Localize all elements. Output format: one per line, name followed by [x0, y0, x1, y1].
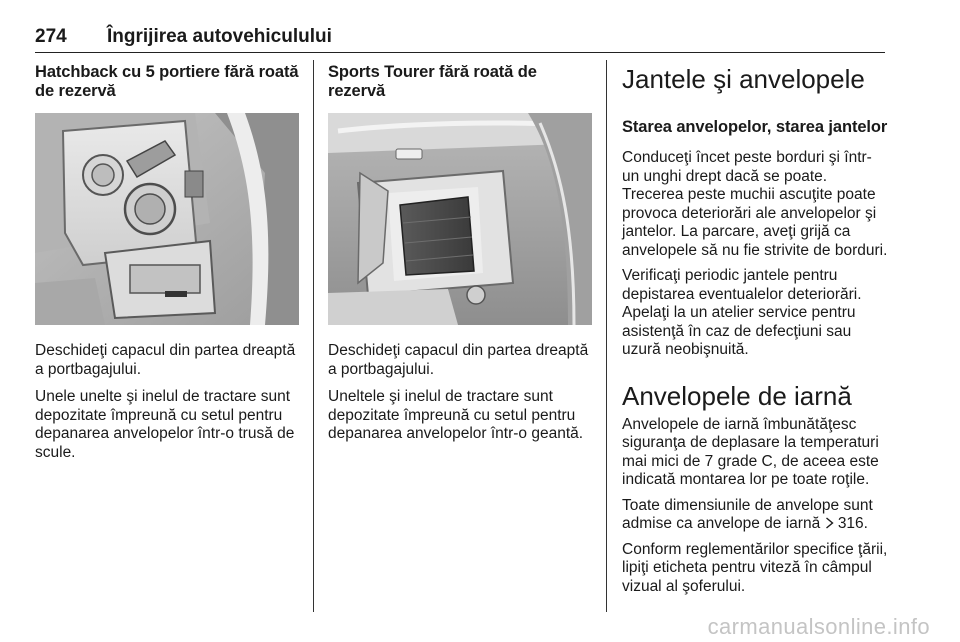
page-number: 274 — [35, 26, 67, 47]
page-reference-number[interactable]: 316. — [837, 515, 868, 532]
winter-tyres-para-2 — [622, 497, 888, 534]
column-wheels-tyres — [622, 63, 888, 596]
hatchback-description: Unele unelte şi inelul de tractare sunt depozitate împreună cu setul pentru depanarea anvelopelor într-o trusă de scule. — [35, 388, 295, 461]
winter-tyres-para-3: Conform reglementărilor specifice ţării, lipiţi eticheta pentru viteză în câmpul vizual al şoferului. — [622, 540, 888, 595]
column-divider-1 — [313, 60, 314, 612]
winter-tyres-title: Anvelopele de iarnă — [622, 380, 852, 411]
hatchback-trunk-illustration — [35, 113, 299, 325]
tyre-condition-para-1: Conduceţi încet peste borduri şi într-un unghi drept dacă se poate. Trecerea peste muchii ascuţite poate provoca deteriorări ale anvelopelor şi jantelor. La parcare, aveţi grijă ca anvelopele să nu fie strivite de borduri. — [622, 149, 888, 259]
tyre-condition-para-2: Verificaţi periodic jantele pentru depistarea eventualelor deteriorări. Apelaţi la un atelier service pentru asistenţă în caz de defecţiuni sau uzură neobişnuită. — [622, 267, 862, 358]
column-sports-tourer — [328, 63, 592, 444]
site-watermark: carmanualsonline.info — [707, 614, 930, 639]
wheels-tyres-title: Jantele şi anvelopele — [622, 64, 865, 94]
hatchback-heading: Hatchback cu 5 portiere fără roată de rezervă — [35, 63, 299, 100]
sports-tourer-trunk-illustration — [328, 113, 592, 325]
page-reference-arrow-icon — [825, 516, 834, 528]
winter-tyres-para-2-text: Toate dimensiunile de anvelope sunt admise ca anvelope de iarnă — [622, 496, 873, 532]
tyre-condition-subtitle: Starea anvelopelor, starea jantelor — [622, 118, 888, 136]
page-header — [35, 26, 885, 53]
hatchback-instruction: Deschideţi capacul din partea dreaptă a portbagajului. — [35, 342, 296, 378]
column-divider-2 — [606, 60, 607, 612]
sports-tourer-description: Uneltele şi inelul de tractare sunt depozitate împreună cu setul pentru depanarea anvelopelor într-o geantă. — [328, 388, 584, 442]
sports-tourer-heading: Sports Tourer fără roată de rezervă — [328, 63, 537, 100]
running-title: Îngrijirea autovehiculului — [107, 26, 332, 47]
column-hatchback — [35, 63, 301, 462]
sports-tourer-instruction: Deschideţi capacul din partea dreaptă a portbagajului. — [328, 342, 589, 378]
winter-tyres-para-1: Anvelopele de iarnă îmbunătăţesc siguranţa de deplasare la temperaturi mai mici de 7 grade C, de aceea este indicată montarea lor pe toate roţile. — [622, 415, 879, 488]
